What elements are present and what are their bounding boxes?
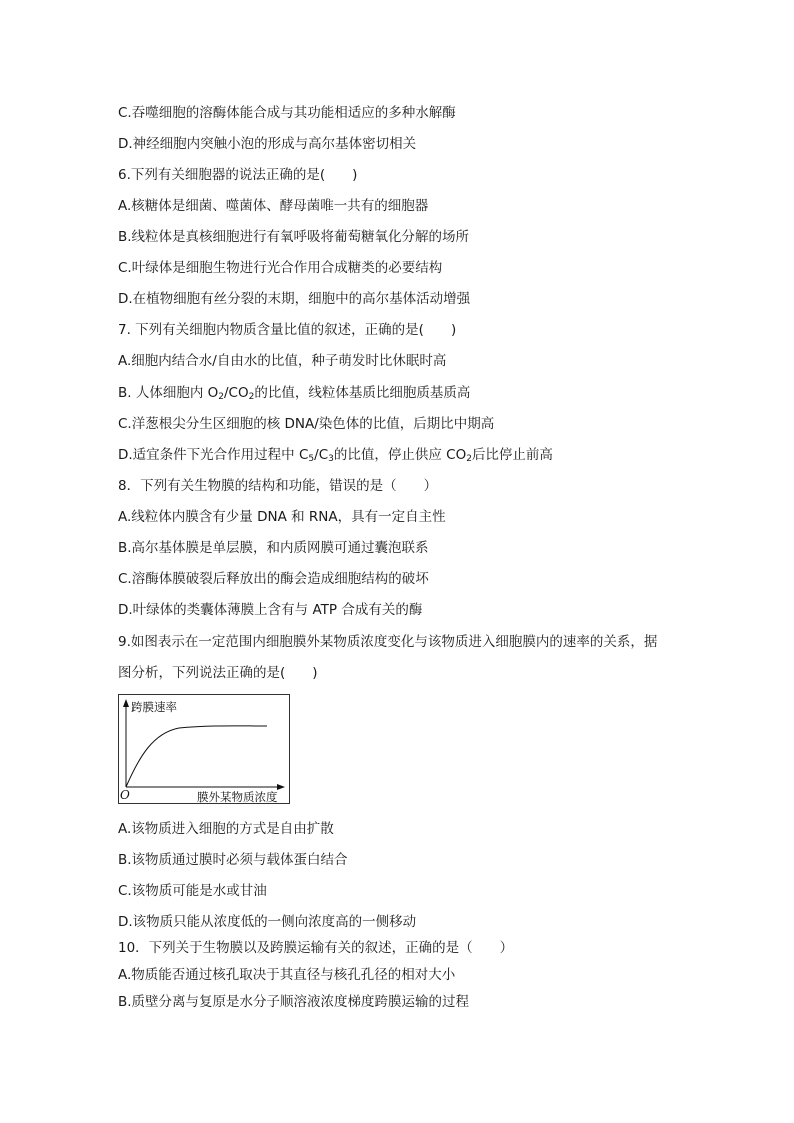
q6-option-a: A.核糖体是细菌、噬菌体、酵母菌唯一共有的细胞器 bbox=[118, 198, 429, 214]
q6-option-d: D.在植物细胞有丝分裂的末期，细胞中的高尔基体活动增强 bbox=[118, 291, 471, 307]
question-9-stem-line-2: 图分析，下列说法正确的是( ) bbox=[118, 665, 318, 681]
q7b-text-3: 的比值，线粒体基质比细胞质基质高 bbox=[254, 385, 471, 401]
question-10-stem: 10．下列关于生物膜以及跨膜运输有关的叙述，正确的是（ ） bbox=[118, 940, 514, 956]
q8-option-a: A.线粒体内膜含有少量 DNA 和 RNA，具有一定自主性 bbox=[118, 509, 446, 525]
q6-option-b: B.线粒体是真核细胞进行有氧呼吸将葡萄糖氧化分解的场所 bbox=[118, 229, 470, 245]
rate-curve-graph bbox=[119, 695, 291, 805]
x-axis-arrow bbox=[277, 784, 285, 790]
q8-option-d: D.叶绿体的类囊体薄膜上含有与 ATP 合成有关的酶 bbox=[118, 602, 423, 618]
q9-option-c: C.该物质可能是水或甘油 bbox=[118, 883, 267, 899]
transport-rate-figure bbox=[118, 694, 290, 804]
q8-option-b: B.高尔基体膜是单层膜，和内质网膜可通过囊泡联系 bbox=[118, 540, 429, 556]
q7-option-d bbox=[118, 446, 553, 464]
y-axis-label: 跨膜速率 bbox=[131, 700, 177, 714]
q7d-text-2: /C bbox=[314, 447, 329, 463]
q7b-text-1: B. 人体细胞内 O bbox=[118, 385, 219, 401]
q10-option-a: A.物质能否通过核孔取决于其直径与核孔孔径的相对大小 bbox=[118, 967, 456, 983]
x-axis-label: 膜外某物质浓度 bbox=[197, 790, 278, 804]
q7d-text-3: 的比值，停止供应 CO bbox=[333, 447, 467, 463]
origin-label: O bbox=[120, 788, 130, 802]
q5-option-d: D.神经细胞内突触小泡的形成与高尔基体密切相关 bbox=[118, 136, 417, 152]
question-7-stem: 7. 下列有关细胞内物质含量比值的叙述，正确的是( ) bbox=[118, 322, 457, 338]
q7d-sub-2: 3 bbox=[328, 454, 334, 464]
q9-option-a: A.该物质进入细胞的方式是自由扩散 bbox=[118, 821, 334, 837]
q7b-sub-1: 2 bbox=[218, 392, 224, 402]
q7b-text-2: /CO bbox=[224, 385, 249, 401]
q8-option-c: C.溶酶体膜破裂后释放出的酶会造成细胞结构的破坏 bbox=[118, 571, 429, 587]
q9-option-b: B.该物质通过膜时必须与载体蛋白结合 bbox=[118, 852, 348, 868]
q7d-sub-1: 5 bbox=[308, 454, 315, 464]
q10-option-b: B.质壁分离与复原是水分子顺溶液浓度梯度跨膜运输的过程 bbox=[118, 994, 470, 1010]
rate-curve bbox=[126, 726, 267, 787]
q6-option-c: C.叶绿体是细胞生物进行光合作用合成糖类的必要结构 bbox=[118, 260, 443, 276]
q7-option-a: A.细胞内结合水/自由水的比值，种子萌发时比休眠时高 bbox=[118, 353, 447, 369]
q7-option-c: C.洋葱根尖分生区细胞的核 DNA/染色体的比值，后期比中期高 bbox=[118, 416, 495, 432]
y-axis-arrow bbox=[123, 699, 129, 707]
q9-option-d: D.该物质只能从浓度低的一侧向浓度高的一侧移动 bbox=[118, 914, 417, 930]
q7b-sub-2: 2 bbox=[248, 392, 255, 402]
q7-option-b bbox=[118, 384, 470, 402]
q7d-sub-3: 2 bbox=[466, 454, 472, 464]
q5-option-c: C.吞噬细胞的溶酶体能合成与其功能相适应的多种水解酶 bbox=[118, 105, 456, 121]
q7d-text-4: 后比停止前高 bbox=[471, 447, 553, 463]
question-8-stem: 8．下列有关生物膜的结构和功能，错误的是（ ） bbox=[118, 478, 438, 494]
question-9-stem-line-1: 9.如图表示在一定范围内细胞膜外某物质浓度变化与该物质进入细胞膜内的速率的关系，据 bbox=[118, 634, 658, 650]
q7d-text-1: D.适宜条件下光合作用过程中 C bbox=[118, 447, 309, 463]
question-6-stem: 6.下列有关细胞器的说法正确的是( ) bbox=[118, 167, 358, 183]
